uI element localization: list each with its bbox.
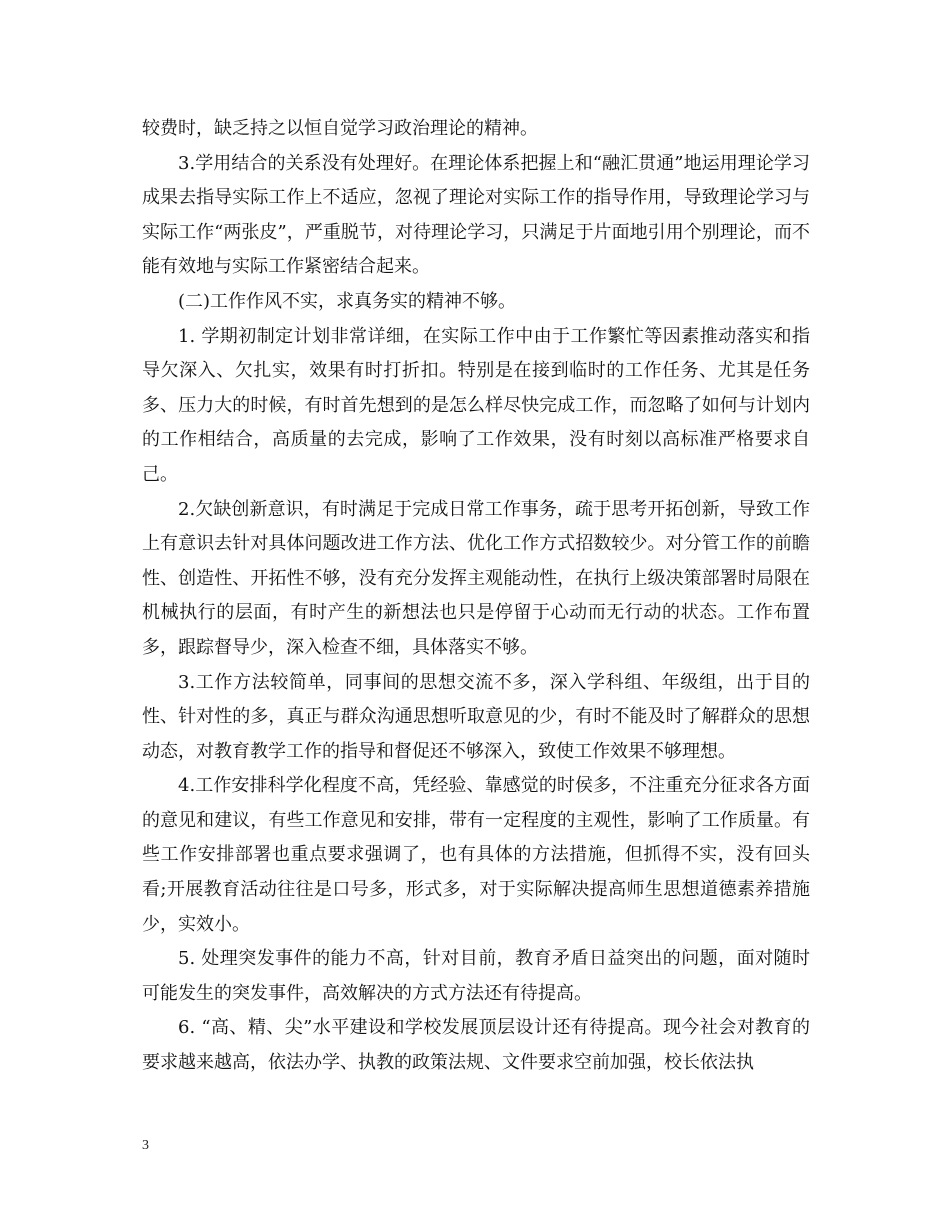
paragraph-item-1-planning: 1. 学期初制定计划非常详细，在实际工作中由于工作繁忙等因素推动落实和指导欠深入、欠扎实，效果有时打折扣。特别是在接到临时的工作任务、尤其是任务多、压力大的时候，有时首先想到的是怎么样尽快完成工作，而忽略了如何与计划内的工作相结合，高质量的去完成，影响了工作效果，没有时刻以高标准严格要求自己。 (142, 325, 810, 485)
paragraph-item-3-work-method: 3.工作方法较简单，同事间的思想交流不多，深入学科组、年级组，出于目的性、针对性的多，真正与群众沟通思想听取意见的少，有时不能及时了解群众的思想动态，对教育教学工作的指导和督促还不够深入，致使工作效果不够理想。 (142, 671, 810, 762)
paragraph-item-3-theory-practice: 3.学用结合的关系没有处理好。在理论体系把握上和“融汇贯通”地运用理论学习成果去指导实际工作上不适应，忽视了理论对实际工作的指导作用，导致理论学习与实际工作“两张皮”，严重脱节，对待理论学习，只满足于片面地引用个别理论，而不能有效地与实际工作紧密结合起来。 (142, 152, 810, 278)
section-heading-work-style: (二)工作作风不实，求真务实的精神不够。 (178, 290, 517, 312)
paragraph-continuation: 较费时，缺乏持之以恒自觉学习政治理论的精神。 (142, 118, 538, 139)
paragraph-item-2-innovation: 2.欠缺创新意识，有时满足于完成日常工作事务，疏于思考开拓创新，导致工作上有意识去针对具体问题改进工作方法、优化工作方式招数较少。对分管工作的前瞻性、创造性、开拓性不够，没有充分发挥主观能动性，在执行上级决策部署时局限在机械执行的层面，有时产生的新想法也只是停留于心动而无行动的状态。工作布置多，跟踪督导少，深入检查不细，具体落实不够。 (142, 498, 810, 658)
paragraph-item-4-work-arrangement: 4.工作安排科学化程度不高，凭经验、靠感觉的时侯多，不注重充分征求各方面的意见和建议，有些工作意见和安排，带有一定程度的主观性，影响了工作质量。有些工作安排部署也重点要求强调了，也有具体的方法措施，但抓得不实，没有回头看;开展教育活动往往是口号多，形式多，对于实际解决提高师生思想道德素养措施少，实效小。 (142, 775, 810, 935)
body-text (142, 112, 810, 1081)
paragraph-item-5-emergency: 5. 处理突发事件的能力不高，针对目前，教育矛盾日益突出的问题，面对随时可能发生的突发事件，高效解决的方式方法还有待提高。 (142, 948, 810, 1004)
page-number: 3 (142, 1138, 149, 1153)
paragraph-item-6-top-level-design: 6. “高、精、尖”水平建设和学校发展顶层设计还有待提高。现今社会对教育的要求越来越高，依法办学、执教的政策法规、文件要求空前加强，校长依法执 (142, 1017, 810, 1074)
